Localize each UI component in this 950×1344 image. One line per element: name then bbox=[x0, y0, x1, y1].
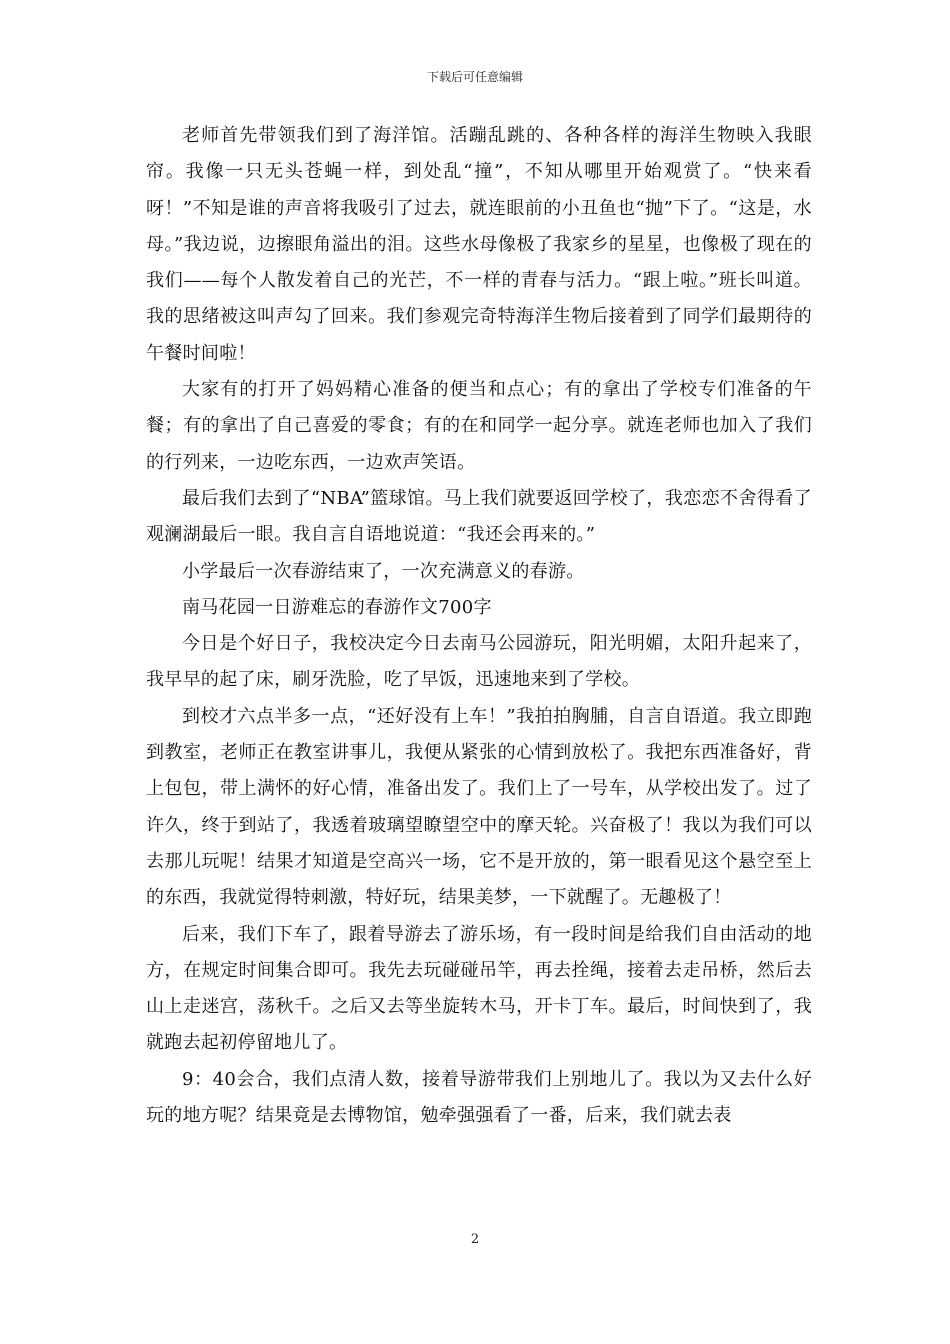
paragraph: 后来，我们下车了，跟着导游去了游乐场，有一段时间是给我们自由活动的地方，在规定时间集合即可。我先去玩碰碰吊竿，再去拴绳，接着去走吊桥，然后去山上走迷宫，荡秋千。之后又去等坐旋转木马，开卡丁车。最后，时间快到了，我就跑去起初停留地儿了。 bbox=[146, 923, 812, 1054]
paragraph: 9：40会合，我们点清人数，接着导游带我们上别地儿了。我以为又去什么好玩的地方呢？结果竟是去博物馆，勉牵强强看了一番，后来，我们就去表 bbox=[146, 1068, 812, 1127]
paragraph: 大家有的打开了妈妈精心准备的便当和点心；有的拿出了学校专们准备的午餐；有的拿出了自己喜爱的零食；有的在和同学一起分享。就连老师也加入了我们的行列来，一边吃东西，一边欢声笑语。 bbox=[146, 379, 812, 473]
essay-title: 南马花园一日游难忘的春游作文700字 bbox=[182, 596, 492, 618]
paragraph: 小学最后一次春游结束了，一次充满意义的春游。 bbox=[182, 560, 585, 582]
paragraph: 到校才六点半多一点，“还好没有上车！”我拍拍胸脯，自言自语道。我立即跑到教室，老师正在教室讲事儿，我便从紧张的心情到放松了。我把东西准备好，背上包包，带上满怀的好心情，准备出发了。我们上了一号车，从学校出发了。过了许久，终于到站了，我透着玻璃望瞭望空中的摩天轮。兴奋极了！我以为我们可以去那儿玩呢！结果才知道是空高兴一场，它不是开放的，第一眼看见这个悬空至上的东西，我就觉得特刺激，特好玩，结果美梦，一下就醒了。无趣极了！ bbox=[146, 705, 812, 909]
paragraph: 最后我们去到了“NBA”篮球馆。马上我们就要返回学校了，我恋恋不舍得看了观澜湖最后一眼。我自言自语地说道：“我还会再来的。” bbox=[146, 487, 812, 546]
page-header-note: 下载后可任意编辑 bbox=[426, 70, 523, 84]
paragraph: 老师首先带领我们到了海洋馆。活蹦乱跳的、各种各样的海洋生物映入我眼帘。我像一只无头苍蝇一样，到处乱“撞”，不知从哪里开始观赏了。“快来看呀！”不知是谁的声音将我吸引了过去，就连眼前的小丑鱼也“抛”下了。“这是，水母。”我边说，边擦眼角溢出的泪。这些水母像极了我家乡的星星，也像极了现在的我们——每个人散发着自己的光芒，不一样的青春与活力。“跟上啦。”班长叫道。我的思绪被这叫声勾了回来。我们参观完奇特海洋生物后接着到了同学们最期待的午餐时间啦！ bbox=[146, 125, 812, 364]
document-body bbox=[146, 118, 812, 1134]
page-number: 2 bbox=[470, 1232, 480, 1247]
paragraph: 今日是个好日子，我校决定今日去南马公园游玩，阳光明媚，太阳升起来了，我早早的起了床，刷牙洗脸，吃了早饭，迅速地来到了学校。 bbox=[146, 633, 812, 691]
